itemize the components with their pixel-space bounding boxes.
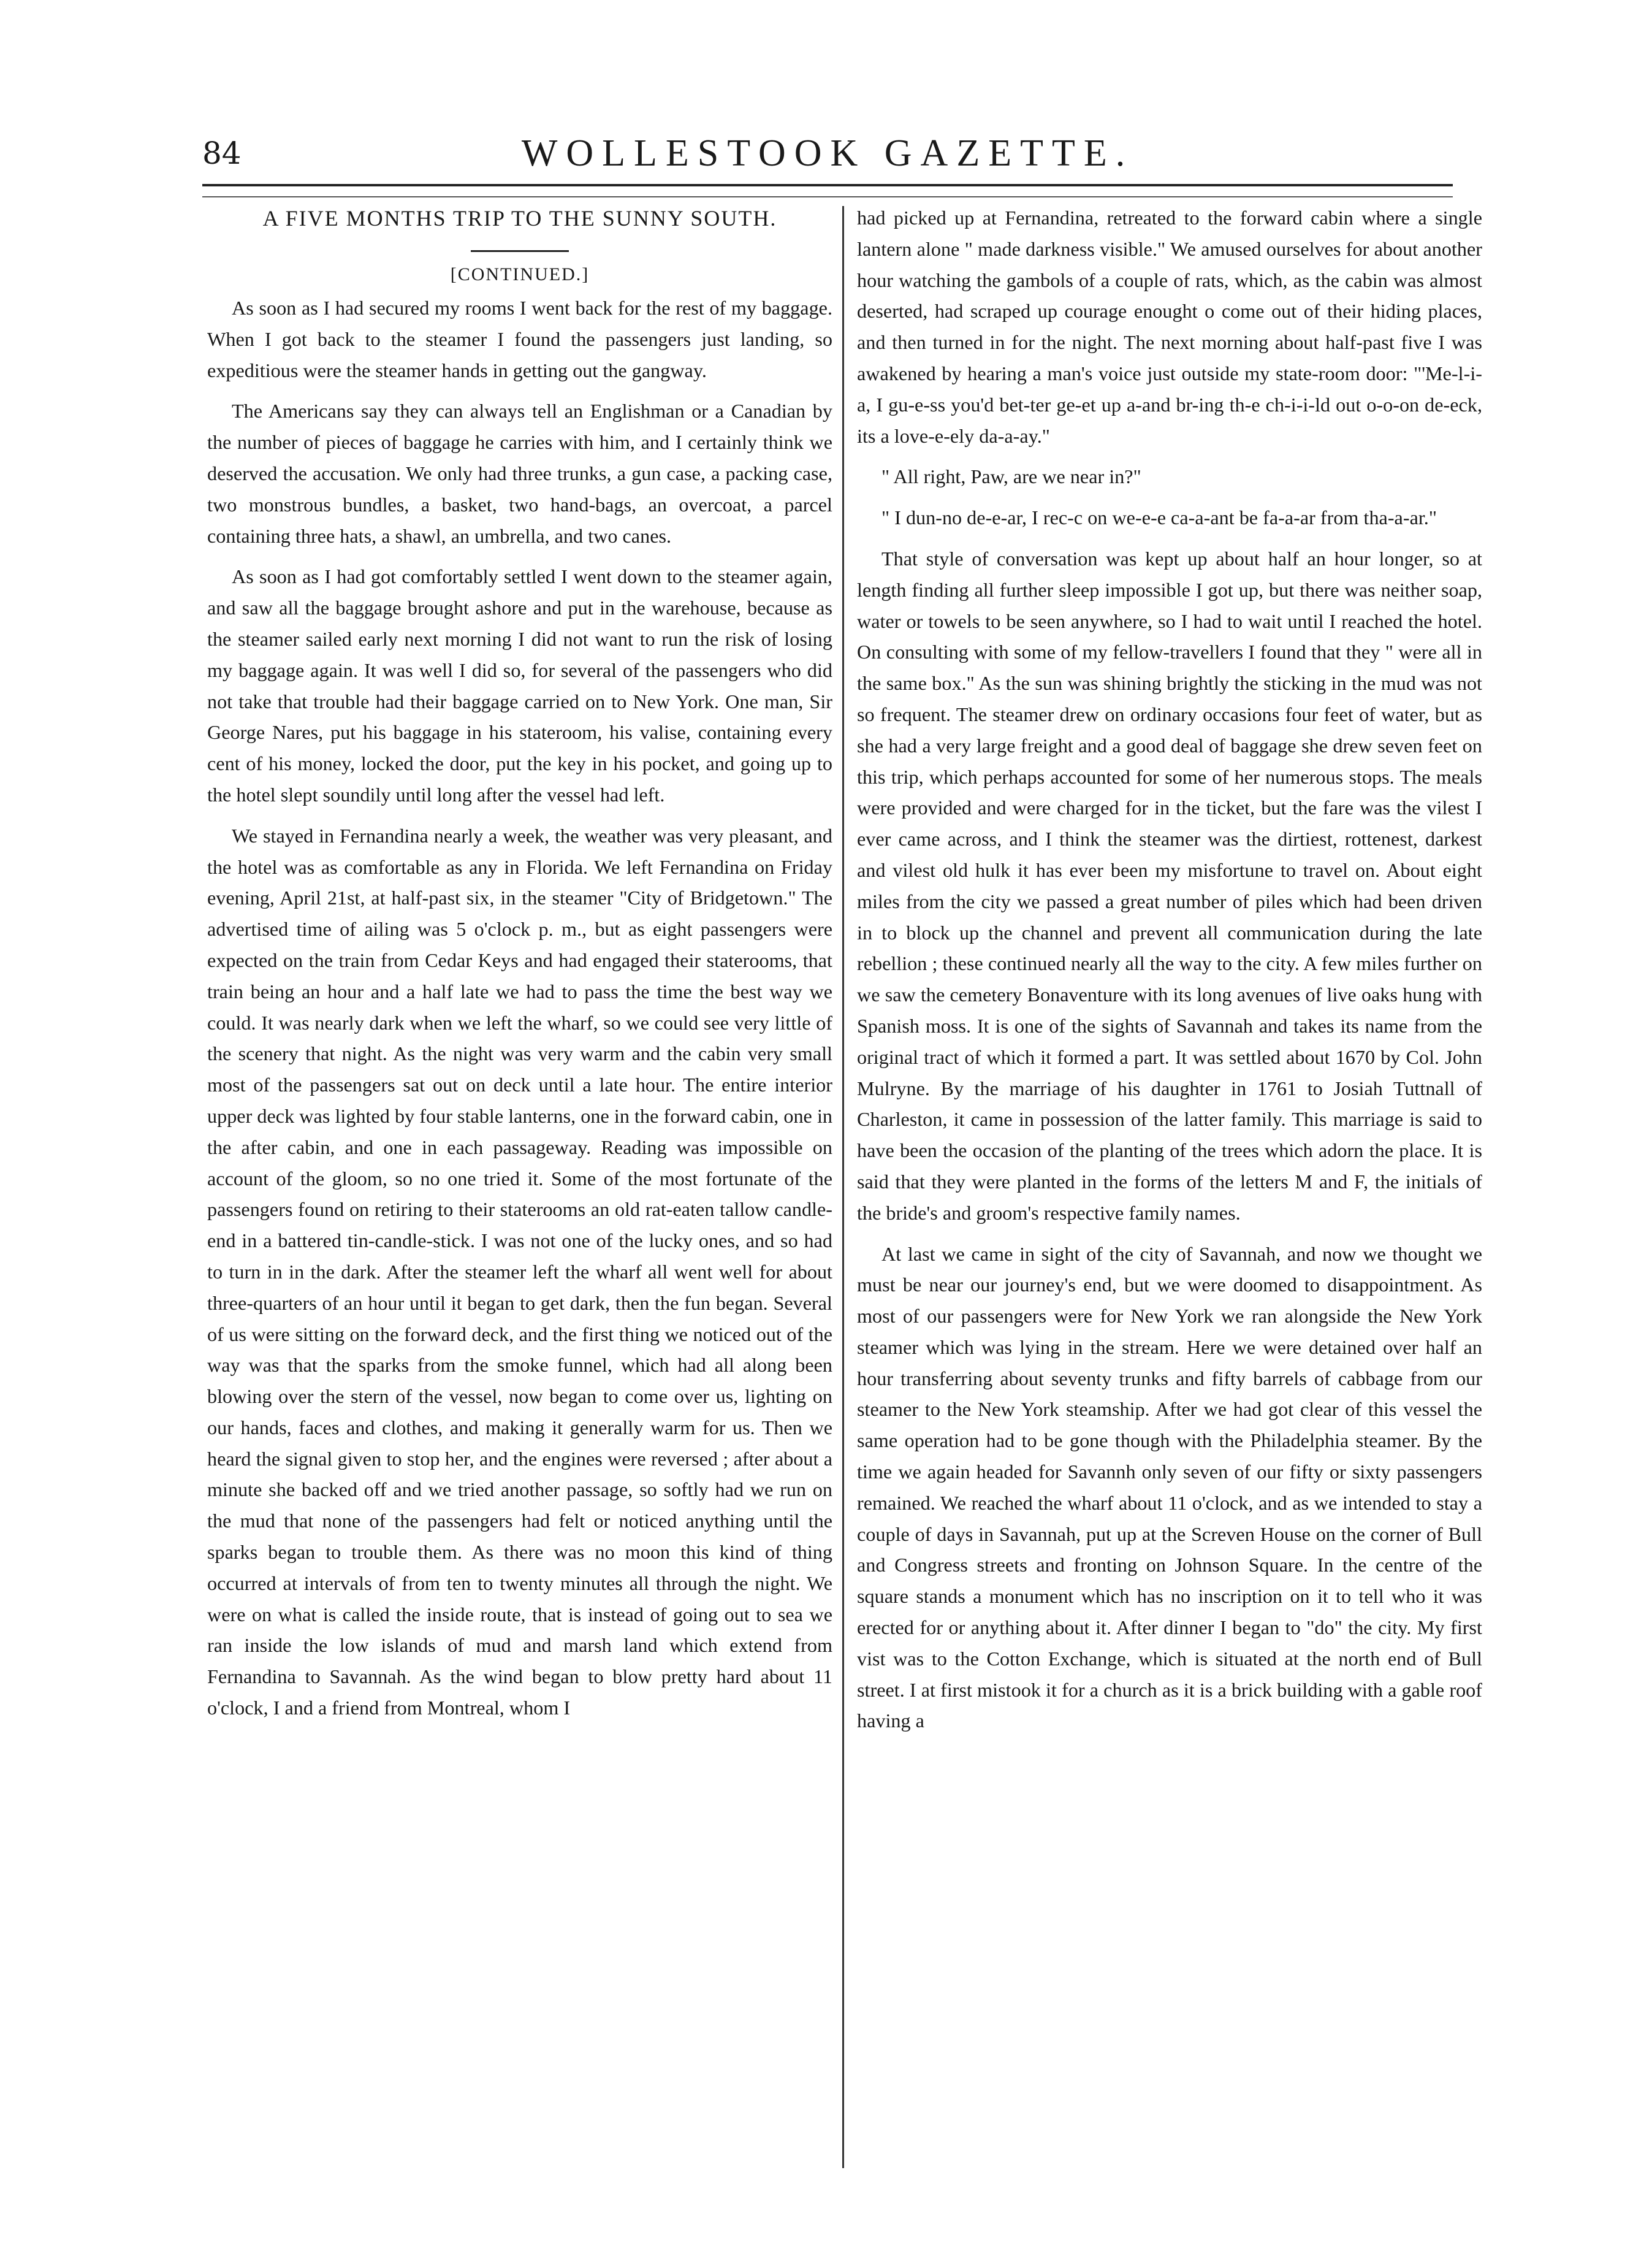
title-rule <box>471 250 569 252</box>
paragraph: That style of conversation was kept up about half an hour longer, so at length finding all further sleep impossible I got up, but there was neither soap, water or towels to be seen anywhere, so I had to wait until I reached the hotel. On consulting with some of my fellow-travellers I found that they " were all in the same box." As the sun was shining brightly the sticking in the mud was not so frequent. The steamer drew on ordinary occasions four feet of water, but as she had a very large freight and a good deal of baggage she drew seven feet on this trip, which perhaps accounted for some of her numerous stops. The meals were provided and were charged for in the ticket, but the fare was the vilest I ever came across, and I think the steamer was the dirtiest, rottenest, darkest and vilest old hulk it has ever been my misfortune to travel on. About eight miles from the city we passed a great number of piles which had been driven in to block up the channel and prevent all communication during the late rebellion ; these continued nearly all the way to the city. A few miles further on we saw the cemetery Bonaventure with its long avenues of live oaks hung with Spanish moss. It is one of the sights of Savannah and takes its name from the original tract of which it formed a part. It was settled about 1670 by Col. John Mulryne. By the marriage of his daughter in 1761 to Josiah Tuttnall of Charleston, it came in possession of the latter family. This marriage is said to have been the occasion of the planting of the trees which adorn the place. It is said that they were planted in the forms of the letters M and F, the initials of the bride's and groom's respective family names. <box>857 547 1482 1224</box>
paragraph: had picked up at Fernandina, retreated to the forward cabin where a single lantern alone " made darkness visible." We amused ourselves for about another hour watching the gambols of a couple of rats, which, as the cabin was almost deserted, had scraped up courage enought o come out of their hiding places, and then turned in for the night. The next morning about half-past five I was awakened by hearing a man's voice just outside my state-room door: "'Me-l-i-a, I gu-e-ss you'd bet-ter ge-et up a-and br-ing th-e ch-i-i-ld out o-o-on de-eck, its a love-e-ely da-a-ay." <box>857 207 1482 447</box>
paragraph: " I dun-no de-e-ar, I rec-c on we-e-e ca-a-ant be fa-a-ar from tha-a-ar." <box>881 506 1437 529</box>
page-number: 84 <box>202 136 242 171</box>
paragraph: As soon as I had secured my rooms I went back for the rest of my baggage. When I got back to the steamer I found the passengers just landing, so expeditious were the steamer hands in getting out the gangway. <box>207 297 832 381</box>
header-rule <box>202 184 1453 197</box>
article-title: A FIVE MONTHS TRIP TO THE SUNNY SOUTH. <box>262 206 777 231</box>
right-column <box>857 202 1482 2171</box>
page-header <box>202 129 1453 178</box>
paragraph: " All right, Paw, are we near in?" <box>881 465 1141 488</box>
column-divider <box>842 206 844 2168</box>
paragraph: The Americans say they can always tell an Englishman or a Canadian by the number of pieces of baggage he carries with him, and I certainly think we deserved the accusation. We only had three trunks, a gun case, a packing case, two monstrous bundles, a basket, two hand-bags, an overcoat, a parcel containing three hats, a shawl, an umbrella, and two canes. <box>207 400 832 547</box>
continued-label: [CONTINUED.] <box>450 264 590 285</box>
masthead: WOLLESTOOK GAZETTE. <box>521 132 1134 174</box>
paragraph: At last we came in sight of the city of Savannah, and now we thought we must be near our journey's end, but we were doomed to disappointment. As most of our passengers were for New York we ran alongside the New York steamer which was lying in the stream. Here we were detained over half an hour transferring about seventy trunks and fifty barrels of cabbage from our steamer to the New York steamship. After we had got clear of this vessel the same operation had to be gone though with the Philadelphia steamer. By the time we again headed for Savannh only seven of our fifty or sixty passengers remained. We reached the wharf about 11 o'clock, and as we intended to stay a couple of days in Savannah, put up at the Screven House on the corner of Bull and Congress streets and fronting on Johnson Square. In the centre of the square stands a monument which has no inscription on it to tell who it was erected for or anything about it. After dinner I began to "do" the city. My first vist was to the Cotton Exchange, which is situated at the north end of Bull street. I at first mistook it for a church as it is a brick building with a gable roof having a <box>857 1242 1482 1732</box>
paragraph: We stayed in Fernandina nearly a week, the weather was very pleasant, and the hotel was as comfortable as any in Florida. We left Fernandina on Friday evening, April 21st, at half-past six, in the steamer "City of Bridgetown." The advertised time of ailing was 5 o'clock p. m., but as eight passengers were expected on the train from Cedar Keys and had engaged their staterooms, that train being an hour and a half late we had to pass the time the best way we could. It was nearly dark when we left the wharf, so we could see very little of the scenery that night. As the night was very warm and the cabin very small most of the passengers sat out on deck until a late hour. The entire interior upper deck was lighted by four stable lanterns, one in the forward cabin, one in the after cabin, and one in each passageway. Reading was impossible on account of the gloom, so no one tried it. Some of the most fortunate of the passengers found on retiring to their staterooms an old rat-eaten tallow candle-end in a battered tin-candle-stick. I was not one of the lucky ones, and so had to turn in in the dark. After the steamer left the wharf all went well for about three-quarters of an hour until it began to get dark, then the fun began. Several of us were sitting on the forward deck, and the first thing we noticed out of the way was that the sparks from the smoke funnel, which had all along been blowing over the stern of the vessel, now began to come over us, lighting on our hands, faces and clothes, and making it generally warm for us. Then we heard the signal given to stop her, and the engines were reversed ; after about a minute she backed off and we tried another passage, so softly had we run on the mud that none of the passengers had felt or noticed anything until the sparks began to trouble them. As there was no moon this kind of thing occurred at intervals of from ten to twenty minutes all through the night. We were on what is called the inside route, that is instead of going out to sea we ran inside the low islands of mud and marsh land which extend from Fernandina to Savannah. As the wind began to blow pretty hard about 11 o'clock, I and a friend from Montreal, whom I <box>207 824 832 1719</box>
left-column <box>207 202 832 2171</box>
paragraph: As soon as I had got comfortably settled I went down to the steamer again, and saw all the baggage brought ashore and put in the warehouse, because as the steamer sailed early next morning I did not want to run the risk of losing my baggage again. It was well I did so, for several of the passengers who did not take that trouble had their baggage carried on to New York. One man, Sir George Nares, put his baggage in his stateroom, his valise, containing every cent of his money, locked the door, put the key in his pocket, and going up to the hotel slept soundily until long after the vessel had left. <box>207 565 832 806</box>
